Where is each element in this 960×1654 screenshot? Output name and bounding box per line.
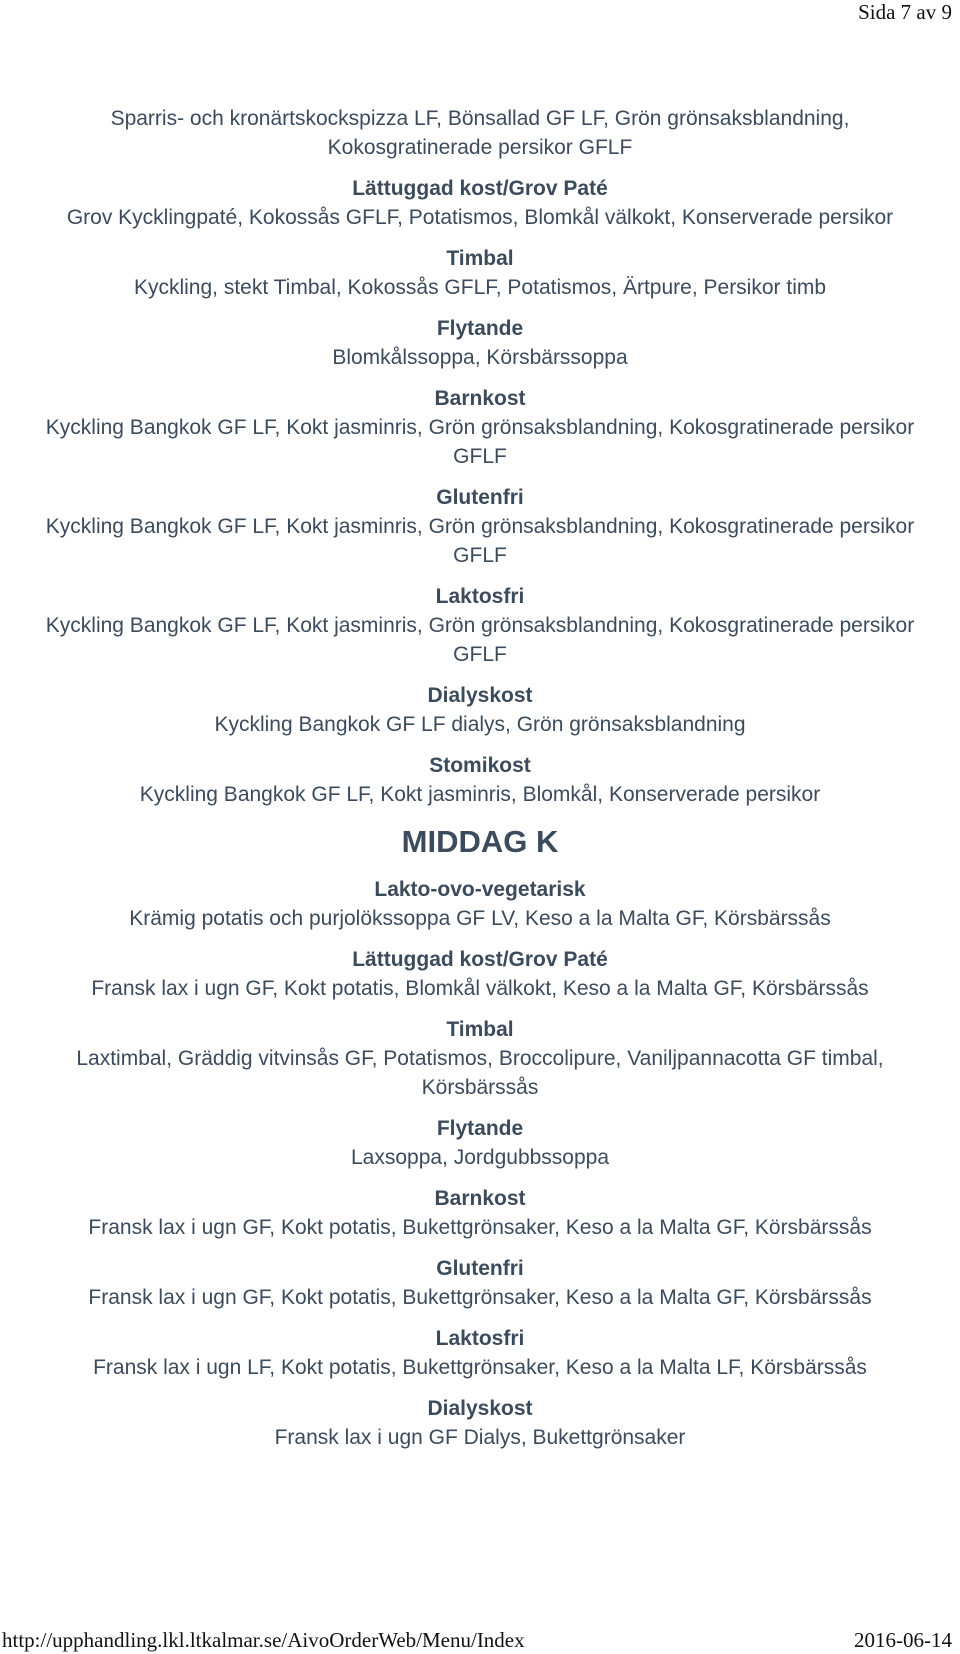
menu-section: [40, 174, 920, 809]
menu-section: [40, 821, 920, 1452]
menu-item-dishes: Kyckling Bangkok GF LF, Kokt jasminris, Grön grönsaksblandning, Kokosgratinerade persikor GFLF: [45, 614, 915, 666]
menu-item-dishes: Grov Kycklingpaté, Kokossås GFLF, Potatismos, Blomkål välkokt, Konserverade persikor: [66, 206, 894, 229]
menu-item-dishes: Sparris- och kronärtskockspizza LF, Bönsallad GF LF, Grön grönsaksblandning, Kokosgratinerade persikor GFLF: [110, 107, 850, 159]
diet-category-label: Stomikost: [429, 754, 531, 777]
menu-item-dishes: Laxtimbal, Gräddig vitvinsås GF, Potatismos, Broccolipure, Vaniljpannacotta GF timbal, Körsbärssås: [76, 1047, 884, 1099]
menu-item-dishes: Kyckling Bangkok GF LF, Kokt jasminris, Blomkål, Konserverade persikor: [139, 783, 821, 806]
menu-item-dishes: Krämig potatis och purjolökssoppa GF LV, Keso a la Malta GF, Körsbärssås: [129, 907, 831, 930]
menu-item-dishes: Kyckling Bangkok GF LF dialys, Grön grönsaksblandning: [214, 713, 746, 736]
menu-item-dishes: Kyckling Bangkok GF LF, Kokt jasminris, Grön grönsaksblandning, Kokosgratinerade persikor GFLF: [45, 515, 915, 567]
menu-item-dishes: Fransk lax i ugn GF Dialys, Bukettgrönsaker: [274, 1426, 686, 1449]
diet-category-label: Glutenfri: [436, 486, 524, 509]
diet-category-label: Barnkost: [434, 387, 526, 410]
page-number: Sida 7 av 9: [858, 0, 952, 24]
menu-item-dishes: Kyckling, stekt Timbal, Kokossås GFLF, Potatismos, Ärtpure, Persikor timb: [133, 276, 827, 299]
footer-url: http://upphandling.lkl.ltkalmar.se/AivoOrderWeb/Menu/Index: [2, 1628, 525, 1652]
diet-category-label: Timbal: [446, 247, 514, 270]
diet-category-label: Lättuggad kost/Grov Paté: [352, 948, 608, 971]
menu-item-dishes: Fransk lax i ugn GF, Kokt potatis, Bukettgrönsaker, Keso a la Malta GF, Körsbärssås: [88, 1286, 872, 1309]
diet-category-label: Glutenfri: [436, 1257, 524, 1280]
diet-category-label: Dialyskost: [427, 1397, 533, 1420]
diet-category-label: Flytande: [436, 1117, 524, 1140]
diet-category-label: Dialyskost: [427, 684, 533, 707]
diet-category-label: Barnkost: [434, 1187, 526, 1210]
menu-item-dishes: Kyckling Bangkok GF LF, Kokt jasminris, Grön grönsaksblandning, Kokosgratinerade persikor GFLF: [45, 416, 915, 468]
diet-category-label: Laktosfri: [435, 585, 525, 608]
meal-section-title: MIDDAG K: [401, 824, 559, 859]
menu-item-dishes: Fransk lax i ugn LF, Kokt potatis, Bukettgrönsaker, Keso a la Malta LF, Körsbärssås: [93, 1356, 867, 1379]
diet-category-label: Lakto-ovo-vegetarisk: [374, 878, 586, 901]
footer-date: 2016-06-14: [854, 1628, 952, 1652]
diet-category-label: Timbal: [446, 1018, 514, 1041]
diet-category-label: Flytande: [436, 317, 524, 340]
menu-item-dishes: Blomkålssoppa, Körsbärssoppa: [332, 346, 628, 369]
menu-content: [40, 104, 920, 1452]
diet-category-label: Lättuggad kost/Grov Paté: [352, 177, 608, 200]
page-footer: [0, 1626, 960, 1654]
menu-item-dishes: Laxsoppa, Jordgubbssoppa: [350, 1146, 610, 1169]
diet-category-label: Laktosfri: [435, 1327, 525, 1350]
menu-item-dishes: Fransk lax i ugn GF, Kokt potatis, Bukettgrönsaker, Keso a la Malta GF, Körsbärssås: [88, 1216, 872, 1239]
menu-item-dishes: Fransk lax i ugn GF, Kokt potatis, Blomkål välkokt, Keso a la Malta GF, Körsbärssås: [91, 977, 869, 1000]
